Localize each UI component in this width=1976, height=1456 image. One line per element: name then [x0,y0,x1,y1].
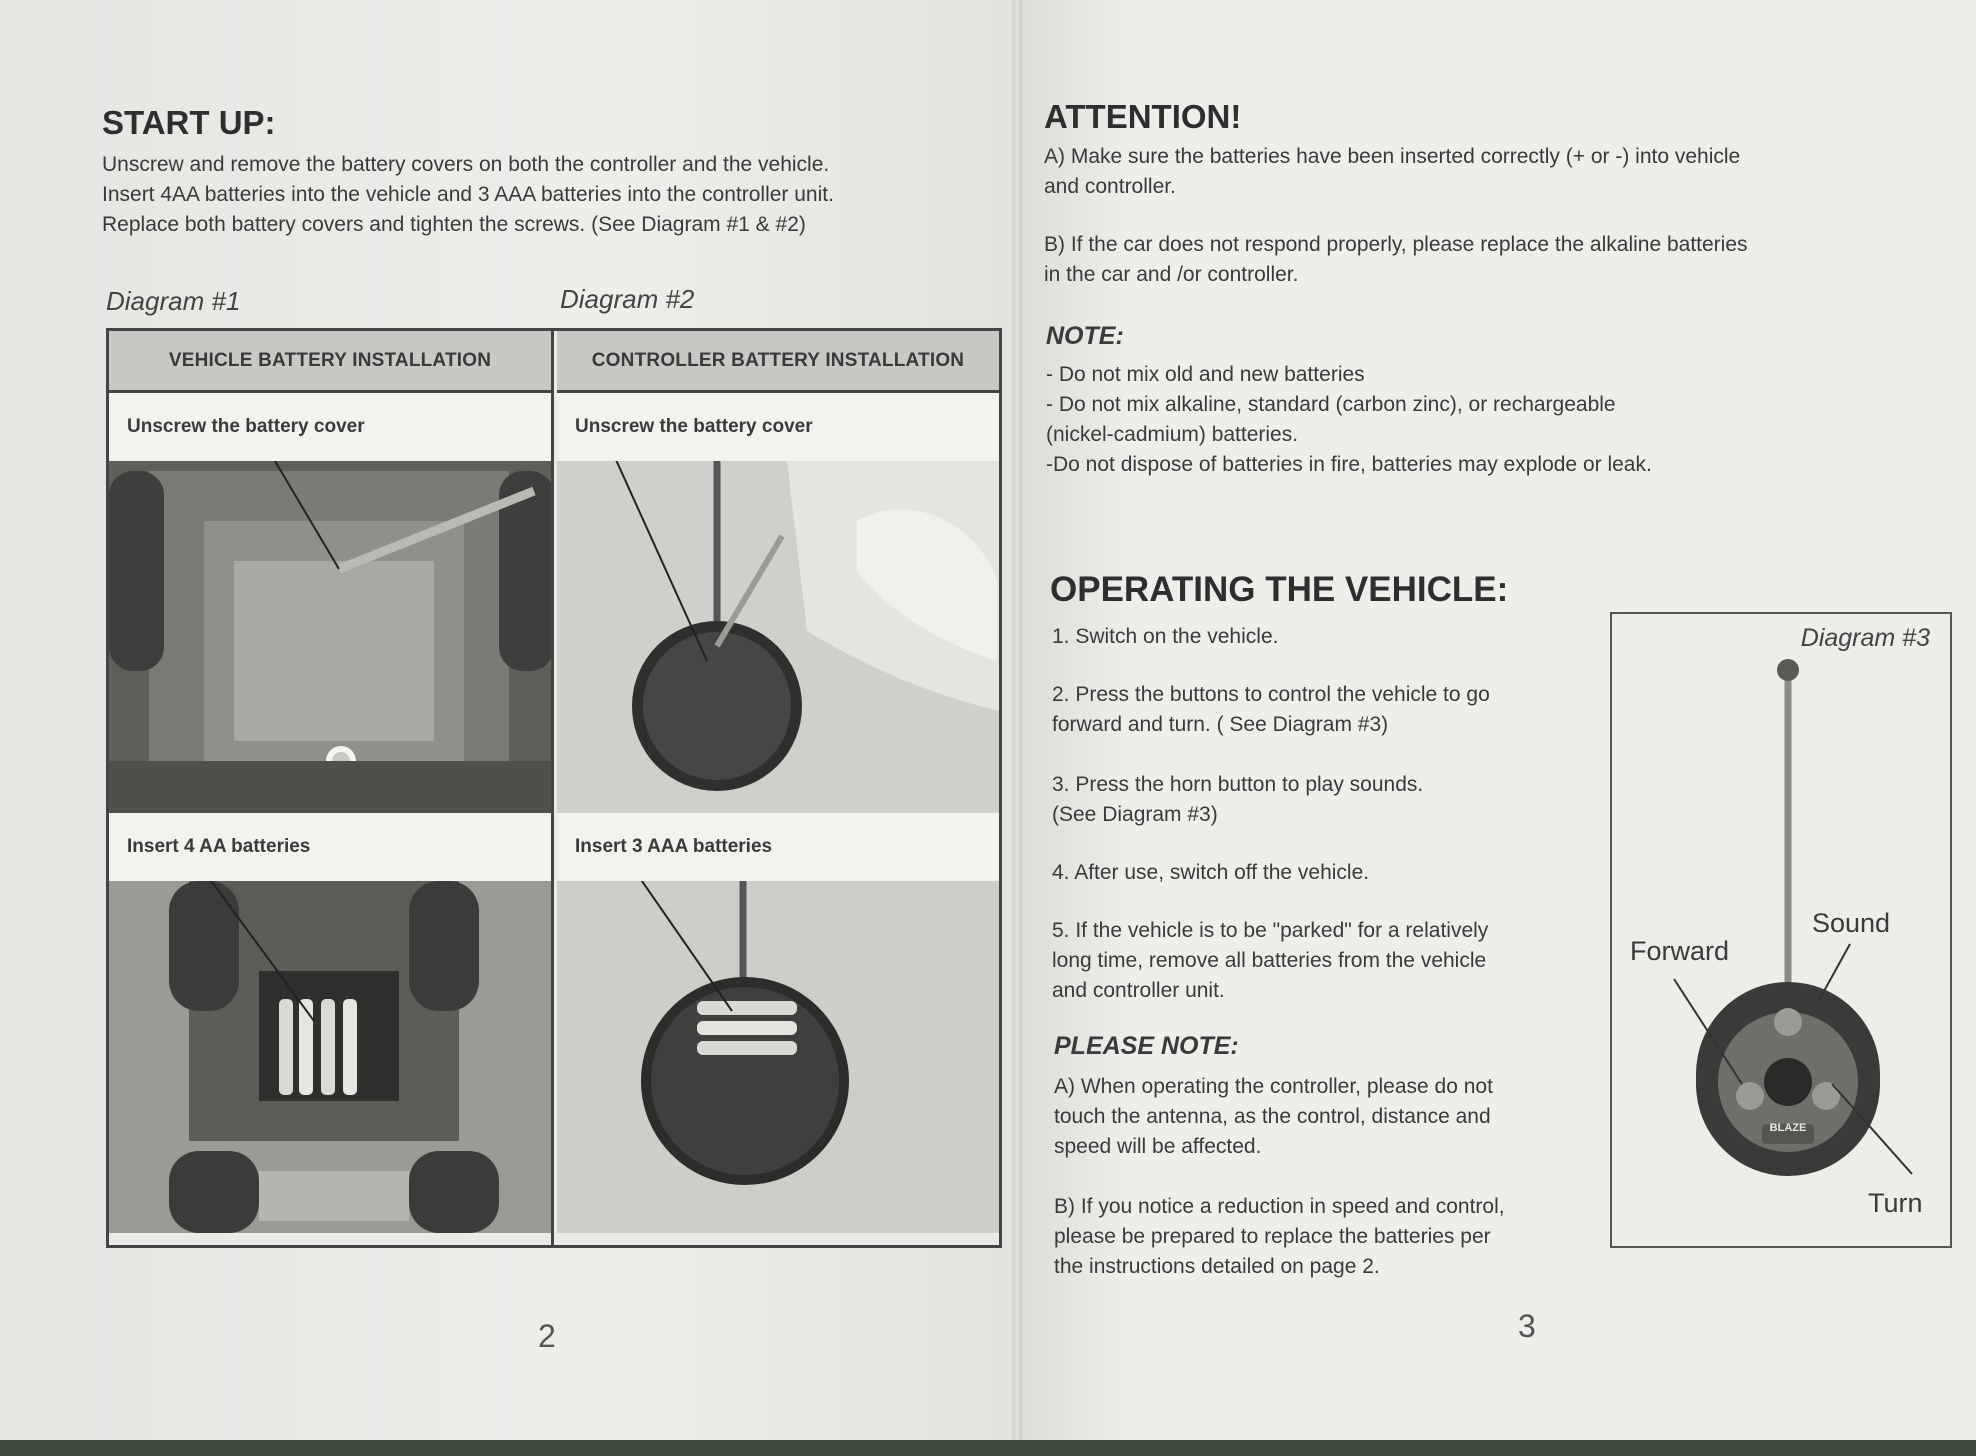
start-up-line: Insert 4AA batteries into the vehicle and 3 AAA batteries into the controller unit. [102,183,834,206]
operating-step-2-line: forward and turn. ( See Diagram #3) [1052,713,1389,736]
start-up-line: Replace both battery covers and tighten the screws. (See Diagram #1 & #2) [102,213,806,236]
controller-cover-photo [557,461,999,813]
battery-installation-table [106,328,1002,1248]
bottom-edge [0,1440,1976,1456]
start-up-heading: START UP: [102,104,276,141]
attention-a-line: and controller. [1044,175,1176,198]
operating-step-2-line: 2. Press the buttons to control the vehicle to go [1052,683,1490,706]
operating-step-5-line: 5. If the vehicle is to be "parked" for a relatively [1052,919,1489,942]
operating-step-4: 4. After use, switch off the vehicle. [1052,861,1370,884]
diagram-1-label: Diagram #1 [106,286,241,316]
controller-header: CONTROLLER BATTERY INSTALLATION [557,331,999,393]
operating-step-1: 1. Switch on the vehicle. [1052,625,1279,648]
attention-b [1044,230,1748,290]
operating-step-2 [1052,680,1490,740]
please-note-b-line: please be prepared to replace the batteries per [1054,1225,1491,1248]
start-up-line: Unscrew and remove the battery covers on both the controller and the vehicle. [102,153,830,176]
note-line: - Do not mix alkaline, standard (carbon zinc), or rechargeable [1046,393,1616,416]
controller-diagram [1610,612,1952,1248]
page-number-right: 3 [1518,1308,1536,1344]
controller-step1-label: Unscrew the battery cover [557,393,999,461]
please-note-b-line: B) If you notice a reduction in speed and control, [1054,1195,1505,1218]
attention-heading: ATTENTION! [1044,98,1242,135]
please-note-a-line: speed will be affected. [1054,1135,1262,1158]
attention-a [1044,142,1740,202]
vehicle-batteries-photo [109,881,551,1233]
please-note-a [1054,1072,1493,1162]
controller-illustration [1612,614,1950,1246]
turn-label: Turn [1868,1188,1923,1218]
attention-a-line: A) Make sure the batteries have been inserted correctly (+ or -) into vehicle [1044,145,1741,168]
note-line: (nickel-cadmium) batteries. [1046,423,1299,446]
page-number-left: 2 [538,1318,556,1354]
operating-step-3-line: 3. Press the horn button to play sounds. [1052,773,1424,796]
attention-b-line: B) If the car does not respond properly, please replace the alkaline batteries [1044,233,1748,256]
diagram-3-label: Diagram #3 [1800,624,1930,652]
controller-batteries-photo [557,881,999,1233]
vehicle-step1-label: Unscrew the battery cover [109,393,551,461]
controller-column [557,331,999,1245]
please-note-heading: PLEASE NOTE: [1054,1032,1239,1060]
vehicle-cover-photo [109,461,551,813]
vehicle-step2-label: Insert 4 AA batteries [109,813,551,881]
page-fold [1012,0,1022,1440]
note-list [1046,360,1652,480]
start-up-text [102,150,834,240]
please-note-a-line: A) When operating the controller, please do not [1054,1075,1493,1098]
operating-step-3-line: (See Diagram #3) [1052,803,1218,826]
note-heading: NOTE: [1046,322,1124,350]
vehicle-header: VEHICLE BATTERY INSTALLATION [109,331,551,393]
vehicle-column [109,331,554,1245]
operating-step-5-line: long time, remove all batteries from the vehicle [1052,949,1487,972]
controller-step2-label: Insert 3 AAA batteries [557,813,999,881]
operating-step-5-line: and controller unit. [1052,979,1225,1002]
operating-step-3 [1052,770,1423,830]
note-line: - Do not mix old and new batteries [1046,363,1365,386]
note-line: -Do not dispose of batteries in fire, batteries may explode or leak. [1046,453,1652,476]
operating-heading: OPERATING THE VEHICLE: [1050,570,1509,609]
please-note-a-line: touch the antenna, as the control, distance and [1054,1105,1491,1128]
please-note-b-line: the instructions detailed on page 2. [1054,1255,1380,1278]
sound-pointer [1818,944,1850,1002]
brand-text: BLAZE [1769,1122,1807,1134]
diagram-2-label: Diagram #2 [560,284,695,314]
please-note-b [1054,1192,1505,1282]
attention-b-line: in the car and /or controller. [1044,263,1299,286]
forward-label: Forward [1630,936,1730,966]
operating-step-5 [1052,916,1488,1006]
sound-label: Sound [1812,908,1891,938]
